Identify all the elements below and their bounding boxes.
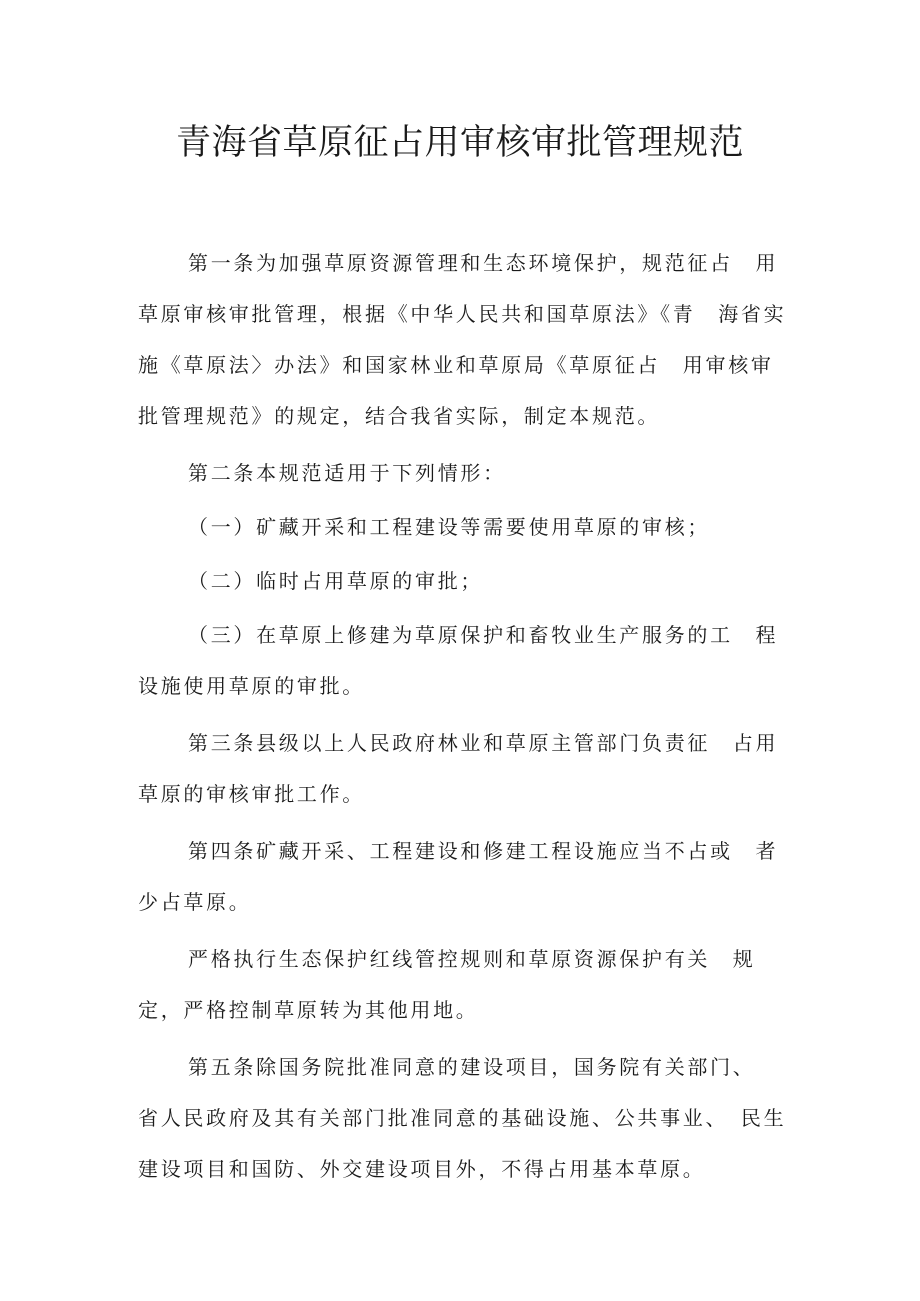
article-5-paragraph: 第五条除国务院批准同意的建设项目，国务院有关部门、 省人民政府及其有关部门批准同意的基础设施、公共事业、 民生建设项目和国防、外交建设项目外，不得占用基本草原。 <box>138 1055 787 1181</box>
document-title: 青海省草原征占用审核审批管理规范 <box>175 123 744 163</box>
article-4-paragraph: 第四条矿藏开采、工程建设和修建工程设施应当不占或 者少占草原。 <box>138 839 779 914</box>
article-2-paragraph: 第二条本规范适用于下列情形： <box>188 461 506 485</box>
clause-3-paragraph: （三）在草原上修建为草原保护和畜牧业生产服务的工 程设施使用草原的审批。 <box>138 623 779 698</box>
document-body <box>138 238 790 1201</box>
article-4-continuation-paragraph: 严格执行生态保护红线管控规则和草原资源保护有关 规定，严格控制草原转为其他用地。 <box>138 947 756 1022</box>
article-3-paragraph: 第三条县级以上人民政府林业和草原主管部门负责征 占用草原的审核审批工作。 <box>138 731 779 806</box>
clause-2-paragraph: （二）临时占用草原的审批； <box>188 569 484 593</box>
article-1-paragraph: 第一条为加强草原资源管理和生态环境保护，规范征占 用草原审核审批管理，根据《中华人民共和国草原法》《青 海省实施《草原法〉办法》和国家林业和草原局《草原征占 用审核审批管理规范》的规定，结合我省实际，制定本规范。 <box>138 251 787 428</box>
clause-1-paragraph: （一）矿藏开采和工程建设等需要使用草原的审核； <box>188 515 711 539</box>
